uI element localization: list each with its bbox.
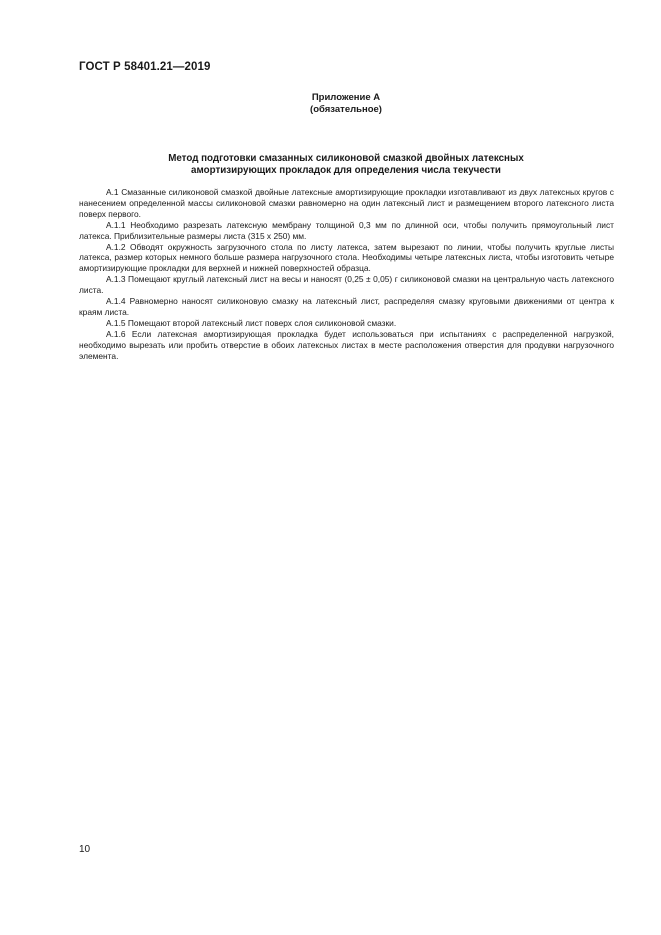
annex-title: Приложение А [311,92,381,103]
page-number: 10 [79,844,91,855]
paragraph-a1-5: А.1.5 Помещают второй латексный лист поверх слоя силиконовой смазки. [106,317,397,328]
section-title-line-2: амортизирующих прокладок для определения числа текучести [191,165,501,176]
section-title-line-1: Метод подготовки смазанных силиконовой смазкой двойных латексных [168,153,524,164]
document-body [79,187,614,362]
paragraph-a1-1: А.1.1 Необходимо разрезать латексную мембрану толщиной 0,3 мм по длинной оси, чтобы получить прямоугольный лист латекса. Приблизительные размеры листа (315 x 250) мм. [79,219,614,241]
paragraph-a1: А.1 Смазанные силиконовой смазкой двойные латексные амортизирующие прокладки изготавливают из двух латексных кругов с нанесением определенной массы силиконовой смазки равномерно на один латексный лист и размещением второго латексного листа поверх первого. [79,187,614,219]
document-standard-code: ГОСТ Р 58401.21—2019 [79,61,211,73]
paragraph-a1-4: А.1.4 Равномерно наносят силиконовую смазку на латексный лист, распределяя смазку круговыми движениями от центра к краям листа. [79,296,614,317]
annex-heading [0,92,661,116]
section-title [0,153,661,177]
paragraph-a1-2: А.1.2 Обводят окружность загрузочного стола по листу латекса, затем вырезают по линии, чтобы получить круглые листы латекса, размер которых немного больше размера нагрузочного стола. Необходимы четыре латексных листа, чтобы изготовить четыре амортизирующие прокладки для верхней и нижней поверхностей образца. [79,241,614,274]
annex-status: (обязательное) [310,104,382,115]
paragraph-a1-6: А.1.6 Если латексная амортизирующая прокладка будет использоваться при испытаниях с распределенной нагрузкой, необходимо вырезать или пробить отверстие в обоих латексных листах в месте расположения отверстия для продувки нагрузочного элемента. [79,328,614,361]
paragraph-a1-3: А.1.3 Помещают круглый латексный лист на весы и наносят (0,25 ± 0,05) г силиконовой смазки на центральную часть латексного листа. [79,274,614,296]
